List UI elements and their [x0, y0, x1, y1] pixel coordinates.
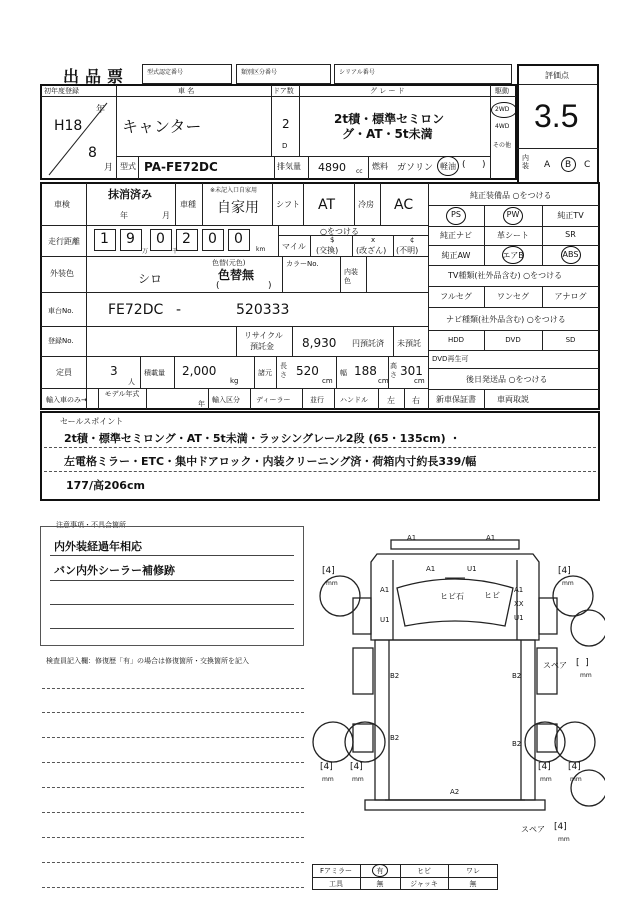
mile-exchange: (交換)	[316, 246, 339, 255]
footer-crack-label: ヒビ	[417, 867, 431, 875]
shaken-value: 抹消済み	[108, 188, 152, 201]
tread-front-left: [4]	[322, 566, 335, 576]
mile-tamper-sym: x	[371, 236, 376, 244]
type-cert-label: 型式認定番号	[147, 69, 184, 76]
tread-unit: mm	[352, 776, 364, 783]
shaken-year-label: 年	[120, 211, 128, 220]
equip-airbag-circle	[502, 246, 524, 264]
chassis-dash: -	[176, 302, 182, 318]
mark-u1-grille: U1	[467, 565, 477, 573]
recycle-unpaid: 未預託	[397, 339, 421, 348]
handle-label: ハンドル	[340, 396, 368, 404]
mile-label: マイル	[282, 242, 306, 251]
height-unit: cm	[414, 377, 425, 385]
mark-hibi-ishi: ヒビ石	[440, 592, 464, 601]
tv-fullseg: フルセグ	[440, 292, 472, 301]
capacity-label: 定員	[56, 368, 72, 377]
front-left-tire	[353, 648, 373, 694]
navi-header: ナビ種類(社外品含む) ○をつける	[446, 315, 566, 324]
equip-aw: 純正AW	[441, 251, 471, 260]
mile-tamper: (改ざん)	[356, 246, 387, 255]
class-label: 類別区分番号	[241, 69, 278, 76]
tread-unit: mm	[562, 580, 574, 587]
mark-b2-right-upper: B2	[512, 672, 522, 680]
recycle-label-2: 預託金	[250, 342, 274, 351]
mileage-circle-note: ○をつける	[320, 227, 359, 236]
cooler-label: 冷房	[358, 200, 374, 209]
color-value: シロ	[138, 272, 163, 286]
rear-bumper	[365, 800, 545, 810]
color-no-label: カラーNo.	[286, 260, 319, 268]
tread-spare-lower: [4]	[554, 822, 567, 832]
grade-line2: グ・AT・5t未満	[342, 127, 433, 141]
mark-b2-right-lower: B2	[512, 740, 522, 748]
first-reg-label: 初年度登録	[44, 87, 79, 95]
after-warranty: 新車保証書	[436, 395, 476, 404]
mark-u1-left-door: U1	[380, 616, 390, 624]
fuel-gasoline: ガソリン	[397, 163, 434, 173]
mileage-digit: 0	[156, 231, 165, 247]
load-label: 積載量	[144, 369, 165, 377]
load-value: 2,000	[182, 364, 217, 378]
displacement-unit: cc	[356, 168, 363, 175]
footer-mirror-value: 有	[376, 867, 384, 875]
displacement-value: 4890	[318, 161, 346, 174]
dealer-label: ディーラー	[256, 396, 291, 404]
use-value: 自家用	[217, 200, 259, 216]
dvd-play-label: DVD再生可	[432, 355, 469, 363]
score-label: 評価点	[545, 71, 569, 80]
mark-u1-right-door: U1	[514, 614, 524, 622]
car-name-value: キャンター	[122, 117, 202, 136]
rear-right-outer-wheel	[555, 722, 595, 762]
tread-unit: mm	[322, 776, 334, 783]
vehicle-damage-diagram	[305, 528, 605, 860]
interior-label: 内装	[522, 154, 529, 170]
repaint-paren-close: )	[268, 281, 272, 291]
tv-analog: アナログ	[554, 292, 587, 301]
mark-hibi: ヒビ	[484, 591, 500, 600]
reg-label: 登録No.	[48, 337, 74, 345]
mark-b2-left-upper: B2	[390, 672, 400, 680]
import-div-label: 輸入区分	[212, 396, 240, 404]
class-box	[236, 64, 331, 84]
interior-b: B	[565, 160, 572, 170]
repaint-paren-open: (	[216, 281, 220, 291]
tread-unit: mm	[326, 580, 338, 587]
capacity-unit: 人	[128, 378, 135, 386]
tread-front-right: [4]	[558, 566, 571, 576]
equipment-header: 純正装備品 ○をつける	[470, 191, 552, 200]
spare-tire-upper	[571, 610, 605, 646]
length-label: 長さ	[280, 362, 287, 379]
first-reg-month-label: 月	[104, 163, 114, 173]
doors-label: ドア数	[273, 87, 294, 95]
right-label: 右	[412, 396, 420, 405]
navi-sd: SD	[565, 336, 576, 344]
shaken-label: 車検	[54, 200, 70, 209]
fuel-label: 燃料	[372, 162, 388, 171]
rear-left-tire	[353, 724, 373, 752]
mileage-digit: 0	[234, 231, 243, 247]
chassis-label: 車台No.	[48, 307, 74, 315]
tread-rear-right-inner: [4]	[538, 762, 551, 772]
equip-ps-circle	[446, 207, 466, 225]
spare-label-upper: スペア	[543, 661, 567, 670]
fuel-paren-close: )	[482, 160, 486, 170]
mileage-digit: 1	[100, 231, 109, 247]
mileage-man: 万	[142, 248, 149, 255]
equip-tv: 純正TV	[557, 211, 584, 220]
width-label: 幅	[340, 369, 347, 377]
length-unit: cm	[322, 377, 333, 385]
model-year-label: モデル年式	[104, 390, 140, 398]
mark-a2-rear: A2	[450, 788, 460, 796]
chassis-prefix: FE72DC	[108, 302, 164, 318]
fuel-diesel: 軽油	[440, 162, 456, 171]
navi-dvd: DVD	[505, 336, 521, 344]
interior-a: A	[544, 160, 551, 170]
footer-tools-label: 工具	[329, 880, 343, 888]
mark-a1-front-left: A1	[407, 534, 417, 542]
equip-pw-circle	[503, 207, 523, 225]
interior-color-label: 内装色	[344, 268, 358, 285]
tread-unit: mm	[570, 776, 582, 783]
chassis-number: 520333	[236, 302, 290, 318]
type-cert-box	[142, 64, 232, 84]
drive-label: 駆動	[495, 87, 509, 95]
parallel-label: 並行	[310, 396, 324, 404]
tread-rear-right-outer: [4]	[568, 762, 581, 772]
drive-4wd: 4WD	[495, 123, 510, 130]
grade-line1: 2t積・標準セミロン	[334, 112, 445, 126]
repaint-value: 色替無	[218, 268, 255, 282]
mile-unknown: (不明)	[396, 246, 419, 255]
selling-points-line3: 177/高206cm	[66, 479, 145, 492]
notes-line1: 内外装経過年相応	[54, 540, 142, 553]
repaint-label: 色替(元色)	[212, 259, 246, 267]
form-title: 出品票	[63, 67, 130, 86]
width-unit: cm	[378, 377, 389, 385]
tread-rear-left-outer: [4]	[320, 762, 333, 772]
mark-a1-grille: A1	[426, 565, 436, 573]
length-value: 520	[296, 364, 319, 378]
equip-airbag: エアB	[502, 251, 524, 260]
doors-sub: D	[282, 142, 288, 150]
rear-right-tire	[537, 724, 557, 752]
height-value: 301	[400, 364, 423, 378]
footer-mirror-label: Fアミラー	[319, 867, 353, 875]
shift-label: シフト	[276, 200, 300, 209]
mile-exchange-sym: $	[330, 236, 335, 244]
doors-value: 2	[282, 117, 290, 131]
capacity-value: 3	[110, 364, 118, 378]
tread-unit: mm	[558, 836, 570, 843]
first-reg-month: 8	[88, 145, 97, 161]
left-mirror	[353, 598, 371, 634]
mark-a1-left-door: A1	[380, 586, 390, 594]
tread-rear-left-inner: [4]	[350, 762, 363, 772]
footer-break-label: ワレ	[466, 867, 480, 875]
recycle-value: 8,930	[302, 336, 337, 350]
recycle-paid: 円預託済	[352, 339, 384, 348]
drive-2wd: 2WD	[495, 106, 510, 113]
mileage-km: km	[256, 246, 266, 253]
cargo-box	[375, 640, 535, 800]
equip-ps: PS	[451, 210, 461, 219]
inspector-label: 検査員記入欄：修復歴「有」の場合は修復箇所・交換箇所を記入	[46, 657, 249, 665]
shift-value: AT	[318, 197, 336, 213]
selling-points-label: セールスポイント	[60, 417, 124, 426]
tv-header: TV種類(社外品含む) ○をつける	[448, 271, 563, 280]
mark-xx-right-door: XX	[514, 600, 524, 608]
displacement-label: 排気量	[277, 162, 301, 171]
navi-hdd: HDD	[447, 336, 465, 344]
first-reg-era: H18	[54, 118, 83, 134]
footer-mirror-circle	[372, 864, 388, 877]
load-unit: kg	[230, 377, 239, 385]
color-label: 外装色	[50, 269, 74, 278]
equip-pw: PW	[506, 210, 520, 219]
equip-abs: ABS	[562, 250, 579, 259]
model-year-unit: 年	[198, 400, 205, 408]
mark-a1-front-right: A1	[486, 534, 496, 542]
import-label: 輸入車のみ→	[46, 396, 87, 404]
left-label: 左	[387, 396, 395, 405]
equip-leather: 革シート	[497, 231, 529, 240]
notes-line2: バン内外シーラー補修跡	[54, 564, 175, 577]
notes-label: 注意事項・不具合箇所	[56, 521, 126, 529]
interior-c: C	[584, 160, 591, 170]
footer-tools-value: 無	[376, 880, 384, 888]
serial-label: シリアル番号	[339, 69, 375, 76]
equip-sr: SR	[565, 230, 576, 239]
windshield	[397, 579, 513, 626]
mileage-digit: 9	[126, 231, 135, 247]
cooler-value: AC	[394, 197, 414, 213]
grade-label: グ レ ー ド	[370, 87, 405, 95]
use-label: 車種	[180, 200, 196, 209]
equip-navi: 純正ナビ	[440, 231, 472, 240]
footer-jack-value: 無	[469, 880, 477, 888]
footer-jack-label: ジャッキ	[410, 880, 438, 888]
recycle-label-1: リサイクル	[244, 331, 283, 340]
drive-other: その他	[493, 142, 512, 149]
front-right-tire	[537, 648, 557, 694]
dims-label: 諸元	[258, 369, 272, 377]
width-value: 188	[354, 364, 377, 378]
height-label: 高さ	[390, 362, 397, 379]
shaken-month-label: 月	[162, 211, 170, 220]
first-reg-year-label: 年	[96, 105, 106, 115]
mark-b2-left-lower: B2	[390, 734, 400, 742]
rear-right-inner-wheel	[525, 722, 565, 762]
spare-label-lower: スペア	[521, 825, 545, 834]
rear-left-outer-wheel	[313, 722, 353, 762]
selling-points-line2: 左電格ミラー・ETC・集中ドアロック・内装クリーニング済・荷箱内寸約長339/幅	[64, 455, 477, 468]
mileage-label: 走行距離	[48, 237, 80, 246]
after-header: 後日発送品 ○をつける	[466, 375, 548, 384]
model-value: PA-FE72DC	[144, 160, 218, 174]
selling-points-line1: 2t積・標準セミロング・AT・5t未満・ラッシングレール2段 (65・135cm) ・	[64, 432, 461, 445]
car-name-label: 車 名	[178, 87, 195, 95]
use-note: ※未記入口自家用	[210, 187, 258, 194]
mark-a1-right-door: A1	[514, 586, 524, 594]
serial-box	[334, 64, 512, 84]
mileage-digit: 0	[208, 231, 217, 247]
after-manual: 車両取説	[497, 395, 529, 404]
score-value: 3.5	[534, 98, 579, 134]
tread-unit: mm	[580, 672, 592, 679]
tv-oneseg: ワンセグ	[497, 292, 529, 301]
mile-unknown-sym: ¢	[410, 236, 415, 244]
tread-unit: mm	[540, 776, 552, 783]
fuel-paren: (	[462, 160, 466, 170]
rear-left-inner-wheel	[345, 722, 385, 762]
tread-spare-upper: [ ]	[576, 658, 589, 668]
model-label: 型式	[120, 162, 136, 171]
equip-abs-circle	[561, 246, 581, 264]
mileage-sen: 千	[172, 248, 179, 255]
mileage-digit: 2	[182, 231, 191, 247]
